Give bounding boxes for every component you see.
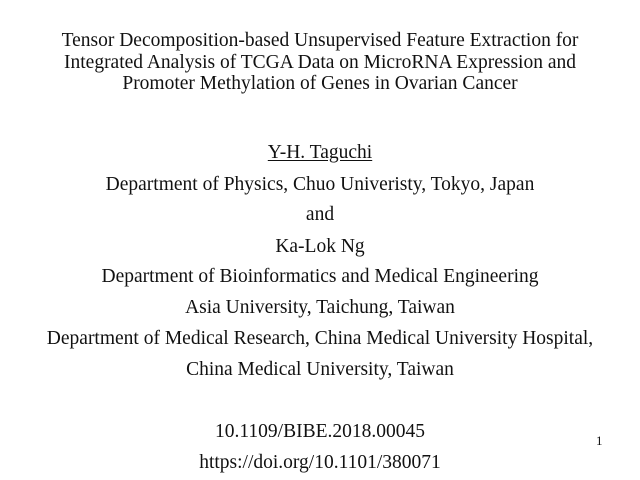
doi-text: 10.1109/BIBE.2018.00045	[215, 421, 425, 442]
and-conjunction: and	[305, 204, 335, 225]
author-ng: Ka-Lok Ng	[275, 236, 365, 257]
doi-url-link[interactable]: https://doi.org/10.1101/380071	[199, 452, 441, 473]
paper-title	[0, 30, 640, 95]
paper-title-line-2: Integrated Analysis of TCGA Data on MicroRNA Expression and	[64, 51, 576, 73]
affiliation-medical-research-department: Department of Medical Research, China Medical University Hospital,	[46, 328, 594, 349]
author-taguchi: Y-H. Taguchi	[267, 142, 373, 163]
affiliation-bioinformatics-department: Department of Bioinformatics and Medical Engineering	[101, 266, 539, 287]
affiliation-chuo-university: Department of Physics, Chuo Univeristy, Tokyo, Japan	[105, 174, 535, 195]
affiliation-china-medical-university: China Medical University, Taiwan	[186, 359, 454, 380]
paper-title-line-1: Tensor Decomposition-based Unsupervised Feature Extraction for	[61, 30, 579, 51]
affiliation-asia-university: Asia University, Taichung, Taiwan	[185, 297, 455, 318]
paper-title-line-3: Promoter Methylation of Genes in Ovarian Cancer	[122, 73, 518, 94]
page-number: 1	[596, 433, 603, 448]
